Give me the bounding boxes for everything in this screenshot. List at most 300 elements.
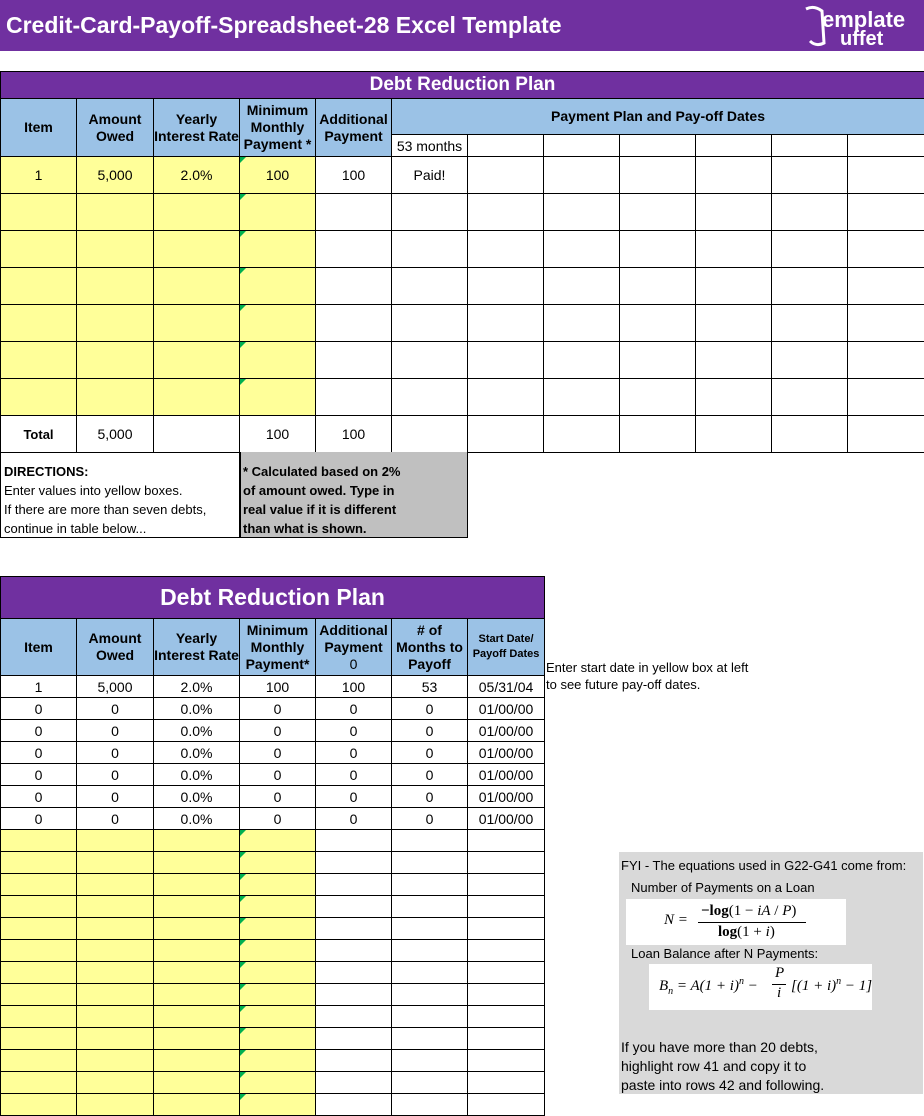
- item-cell[interactable]: [1, 379, 77, 416]
- rate-cell[interactable]: [154, 852, 240, 874]
- owed-cell[interactable]: [77, 1050, 154, 1072]
- owed-cell[interactable]: [77, 940, 154, 962]
- months-cell[interactable]: 0: [392, 786, 468, 808]
- item-cell[interactable]: 0: [1, 786, 77, 808]
- plan-cell[interactable]: [468, 268, 544, 305]
- rate-cell[interactable]: 0.0%: [154, 698, 240, 720]
- plan-cell[interactable]: [696, 231, 772, 268]
- date-cell[interactable]: 01/00/00: [468, 808, 545, 830]
- plan2-header-add-value: 0: [349, 655, 358, 672]
- owed-cell[interactable]: [77, 194, 154, 231]
- total-add: 100: [316, 416, 392, 453]
- plan1-header-owed: Amount Owed: [77, 99, 154, 157]
- plan2-header-date: Start Date/ Payoff Dates: [468, 619, 545, 676]
- plan2-row: [1, 1072, 545, 1094]
- item-cell[interactable]: [1, 1072, 77, 1094]
- owed-cell[interactable]: [77, 918, 154, 940]
- min-payment-cell[interactable]: [240, 918, 316, 940]
- plan-cell[interactable]: [468, 135, 544, 157]
- item-cell[interactable]: [1, 305, 77, 342]
- total-owed: 5,000: [77, 416, 154, 453]
- item-cell[interactable]: [1, 896, 77, 918]
- owed-cell[interactable]: [77, 342, 154, 379]
- date-cell[interactable]: 01/00/00: [468, 786, 545, 808]
- min-payment-cell[interactable]: [240, 268, 316, 305]
- plan-cell[interactable]: [696, 135, 772, 157]
- rate-cell[interactable]: [154, 1028, 240, 1050]
- plan-cell[interactable]: [696, 342, 772, 379]
- date-cell[interactable]: [468, 962, 545, 984]
- rate-cell[interactable]: [154, 874, 240, 896]
- item-cell[interactable]: [1, 194, 77, 231]
- plan-cell[interactable]: [620, 194, 696, 231]
- months-cell[interactable]: [392, 1094, 468, 1116]
- min-payment-cell[interactable]: [240, 1072, 316, 1094]
- min-payment-cell[interactable]: [240, 984, 316, 1006]
- plan-cell[interactable]: [848, 342, 924, 379]
- date-cell[interactable]: [468, 852, 545, 874]
- add-payment-cell[interactable]: [316, 1006, 392, 1028]
- date-cell[interactable]: [468, 1094, 545, 1116]
- status-cell[interactable]: Paid!: [392, 157, 468, 194]
- balance-formula: $B_n = A(1 + i)^n$ − P i $[(1 + i)^n - 1]$: [649, 964, 872, 1010]
- owed-cell[interactable]: 5,000: [77, 676, 154, 698]
- add-payment-cell[interactable]: [316, 268, 392, 305]
- plan1-header-rate: Yearly Interest Rate: [154, 99, 240, 157]
- plan-cell[interactable]: [620, 135, 696, 157]
- rate-cell[interactable]: 0.0%: [154, 786, 240, 808]
- plan-cell[interactable]: [848, 268, 924, 305]
- plan-cell[interactable]: [772, 268, 848, 305]
- add-payment-cell[interactable]: [316, 962, 392, 984]
- plan2-header-item: Item: [1, 619, 77, 676]
- owed-cell[interactable]: [77, 984, 154, 1006]
- plan2-row: [1, 918, 545, 940]
- more-line: If you have more than 20 debts,: [621, 1039, 818, 1055]
- plan-cell[interactable]: [772, 157, 848, 194]
- add-payment-cell[interactable]: [316, 1050, 392, 1072]
- plan-cell[interactable]: [468, 231, 544, 268]
- add-payment-cell[interactable]: [316, 379, 392, 416]
- item-cell[interactable]: 0: [1, 764, 77, 786]
- rate-cell[interactable]: 0.0%: [154, 742, 240, 764]
- directions-line: Enter values into yellow boxes.: [4, 483, 183, 498]
- rate-cell[interactable]: 2.0%: [154, 676, 240, 698]
- date-cell[interactable]: [468, 918, 545, 940]
- more-line: paste into rows 42 and following.: [621, 1077, 825, 1093]
- plan-cell[interactable]: [848, 305, 924, 342]
- rate-cell[interactable]: [154, 231, 240, 268]
- add-payment-cell[interactable]: [316, 1028, 392, 1050]
- calc-note-line: of amount owed. Type in: [243, 483, 395, 498]
- rate-cell[interactable]: [154, 305, 240, 342]
- plan2-row: [1, 698, 545, 720]
- plan-cell[interactable]: [620, 231, 696, 268]
- plan-cell[interactable]: [848, 194, 924, 231]
- min-payment-cell[interactable]: [240, 940, 316, 962]
- plan-cell[interactable]: [620, 305, 696, 342]
- add-payment-cell[interactable]: 100: [316, 157, 392, 194]
- rate-cell[interactable]: [154, 1094, 240, 1116]
- date-cell[interactable]: 05/31/04: [468, 676, 545, 698]
- min-payment-cell[interactable]: [240, 231, 316, 268]
- date-cell[interactable]: [468, 1072, 545, 1094]
- add-payment-cell[interactable]: [316, 194, 392, 231]
- date-cell[interactable]: [468, 896, 545, 918]
- months-cell[interactable]: 53: [392, 676, 468, 698]
- min-payment-cell[interactable]: 0: [240, 786, 316, 808]
- months-cell[interactable]: [392, 962, 468, 984]
- plan1-total-row: [1, 416, 924, 453]
- item-cell[interactable]: 1: [1, 157, 77, 194]
- total-rate: [154, 416, 240, 453]
- owed-cell[interactable]: [77, 1094, 154, 1116]
- min-payment-cell[interactable]: [240, 896, 316, 918]
- add-payment-cell[interactable]: [316, 1072, 392, 1094]
- item-cell[interactable]: [1, 874, 77, 896]
- plan-cell[interactable]: [772, 342, 848, 379]
- debt-plan-table-1: [0, 71, 924, 453]
- months-cell[interactable]: 0: [392, 720, 468, 742]
- add-payment-cell[interactable]: 0: [316, 764, 392, 786]
- total-label: Total: [1, 416, 77, 453]
- calc-note-line: real value if it is different: [243, 502, 397, 517]
- add-payment-cell[interactable]: [316, 830, 392, 852]
- item-cell[interactable]: [1, 231, 77, 268]
- date-cell[interactable]: [468, 984, 545, 1006]
- owed-cell[interactable]: [77, 896, 154, 918]
- plan1-header-item: Item: [1, 99, 77, 157]
- months-cell[interactable]: [392, 896, 468, 918]
- calc-note-line: than what is shown.: [243, 521, 367, 536]
- min-payment-cell[interactable]: [240, 342, 316, 379]
- item-cell[interactable]: 0: [1, 742, 77, 764]
- eq2-label: Loan Balance after N Payments:: [631, 946, 819, 961]
- plan2-row: [1, 940, 545, 962]
- plan-cell[interactable]: [620, 342, 696, 379]
- directions-line: continue in table below...: [4, 521, 147, 536]
- add-payment-cell[interactable]: [316, 984, 392, 1006]
- add-payment-cell[interactable]: 0: [316, 808, 392, 830]
- plan-cell[interactable]: [620, 157, 696, 194]
- months-cell[interactable]: [392, 1006, 468, 1028]
- more-line: highlight row 41 and copy it to: [621, 1058, 807, 1074]
- start-date-hint: [546, 659, 748, 693]
- plan-cell[interactable]: [772, 305, 848, 342]
- plan-cell[interactable]: [772, 416, 848, 453]
- directions-title: DIRECTIONS:: [4, 464, 89, 479]
- min-payment-cell[interactable]: 100: [240, 676, 316, 698]
- rate-cell[interactable]: [154, 268, 240, 305]
- add-payment-cell[interactable]: 0: [316, 698, 392, 720]
- owed-cell[interactable]: [77, 231, 154, 268]
- plan2-row: [1, 1028, 545, 1050]
- debt-plan-table-2: [0, 576, 545, 1116]
- plan-cell[interactable]: [696, 416, 772, 453]
- rate-cell[interactable]: [154, 918, 240, 940]
- item-cell[interactable]: [1, 342, 77, 379]
- add-payment-cell[interactable]: [316, 231, 392, 268]
- owed-cell[interactable]: [77, 1006, 154, 1028]
- plan-cell[interactable]: [468, 416, 544, 453]
- plan-cell[interactable]: [620, 268, 696, 305]
- months-cell[interactable]: 0: [392, 764, 468, 786]
- min-payment-cell[interactable]: [240, 830, 316, 852]
- rate-cell[interactable]: 2.0%: [154, 157, 240, 194]
- add-payment-cell[interactable]: [316, 342, 392, 379]
- owed-cell[interactable]: 0: [77, 720, 154, 742]
- rate-cell[interactable]: 0.0%: [154, 720, 240, 742]
- min-payment-cell[interactable]: 0: [240, 808, 316, 830]
- plan-cell[interactable]: [544, 268, 620, 305]
- plan2-row: [1, 1094, 545, 1116]
- plan-cell[interactable]: [772, 379, 848, 416]
- months-cell[interactable]: [392, 830, 468, 852]
- rate-cell[interactable]: [154, 830, 240, 852]
- months-cell[interactable]: 53 months: [392, 135, 468, 157]
- eq1-label: Number of Payments on a Loan: [631, 880, 815, 895]
- min-payment-cell[interactable]: [240, 1094, 316, 1116]
- rate-cell[interactable]: 0.0%: [154, 808, 240, 830]
- owed-cell[interactable]: 0: [77, 786, 154, 808]
- date-cell[interactable]: 01/00/00: [468, 742, 545, 764]
- add-payment-cell[interactable]: 0: [316, 786, 392, 808]
- months-cell[interactable]: 0: [392, 698, 468, 720]
- item-cell[interactable]: [1, 962, 77, 984]
- plan-cell[interactable]: [696, 379, 772, 416]
- add-payment-cell[interactable]: [316, 940, 392, 962]
- plan-cell[interactable]: [772, 135, 848, 157]
- item-cell[interactable]: [1, 940, 77, 962]
- add-payment-cell[interactable]: 100: [316, 676, 392, 698]
- months-cell[interactable]: [392, 852, 468, 874]
- rate-cell[interactable]: [154, 1072, 240, 1094]
- plan2-header-rate: Yearly Interest Rate: [154, 619, 240, 676]
- months-cell[interactable]: [392, 1050, 468, 1072]
- min-payment-cell[interactable]: [240, 874, 316, 896]
- plan-cell[interactable]: [772, 231, 848, 268]
- date-cell[interactable]: [468, 1006, 545, 1028]
- item-cell[interactable]: [1, 1028, 77, 1050]
- rate-cell[interactable]: [154, 342, 240, 379]
- template-buffet-logo: [800, 3, 920, 49]
- item-cell[interactable]: [1, 852, 77, 874]
- plan2-header-add: [316, 619, 392, 676]
- owed-cell[interactable]: [77, 1072, 154, 1094]
- plan-cell[interactable]: [468, 194, 544, 231]
- plan1-row: [1, 194, 924, 231]
- owed-cell[interactable]: [77, 379, 154, 416]
- plan-cell[interactable]: [848, 379, 924, 416]
- date-cell[interactable]: [468, 874, 545, 896]
- item-cell[interactable]: 0: [1, 720, 77, 742]
- owed-cell[interactable]: 0: [77, 808, 154, 830]
- owed-cell[interactable]: 0: [77, 764, 154, 786]
- plan-cell[interactable]: [544, 305, 620, 342]
- add-payment-cell[interactable]: [316, 874, 392, 896]
- rate-cell[interactable]: [154, 962, 240, 984]
- rate-cell[interactable]: [154, 984, 240, 1006]
- add-payment-cell[interactable]: 0: [316, 720, 392, 742]
- date-cell[interactable]: 01/00/00: [468, 720, 545, 742]
- plan1-header-add: Additional Payment: [316, 99, 392, 157]
- item-cell[interactable]: [1, 830, 77, 852]
- plan-cell[interactable]: [544, 194, 620, 231]
- owed-cell[interactable]: [77, 874, 154, 896]
- plan2-header-add-label: Additional Payment: [319, 621, 388, 655]
- min-payment-cell[interactable]: 0: [240, 720, 316, 742]
- plan-cell[interactable]: [696, 194, 772, 231]
- plan-cell[interactable]: [392, 379, 468, 416]
- plan-cell[interactable]: [544, 135, 620, 157]
- plan-cell[interactable]: [620, 416, 696, 453]
- months-cell[interactable]: [392, 984, 468, 1006]
- min-payment-cell[interactable]: [240, 379, 316, 416]
- add-payment-cell[interactable]: 0: [316, 742, 392, 764]
- plan2-header-months: # of Months to Payoff: [392, 619, 468, 676]
- plan-cell[interactable]: [696, 305, 772, 342]
- owed-cell[interactable]: [77, 830, 154, 852]
- date-cell[interactable]: 01/00/00: [468, 698, 545, 720]
- plan-cell[interactable]: [392, 416, 468, 453]
- plan-cell[interactable]: [544, 342, 620, 379]
- plan2-header-min: Minimum Monthly Payment*: [240, 619, 316, 676]
- plan-cell[interactable]: [696, 157, 772, 194]
- plan2-row: [1, 830, 545, 852]
- plan2-row: [1, 808, 545, 830]
- owed-cell[interactable]: 5,000: [77, 157, 154, 194]
- rate-cell[interactable]: [154, 379, 240, 416]
- item-cell[interactable]: [1, 1050, 77, 1072]
- fyi-title: FYI - The equations used in G22-G41 come from:: [621, 858, 907, 873]
- item-cell[interactable]: [1, 918, 77, 940]
- plan2-row: [1, 874, 545, 896]
- add-payment-cell[interactable]: [316, 918, 392, 940]
- min-payment-cell[interactable]: [240, 194, 316, 231]
- item-cell[interactable]: 1: [1, 676, 77, 698]
- min-payment-cell[interactable]: [240, 305, 316, 342]
- svg-text:uffet: uffet: [840, 28, 884, 49]
- rate-cell[interactable]: [154, 940, 240, 962]
- item-cell[interactable]: 0: [1, 808, 77, 830]
- page-title: Credit-Card-Payoff-Spreadsheet-28 Excel Template: [6, 12, 562, 38]
- add-payment-cell[interactable]: [316, 852, 392, 874]
- item-cell[interactable]: 0: [1, 698, 77, 720]
- add-payment-cell[interactable]: [316, 305, 392, 342]
- owed-cell[interactable]: [77, 305, 154, 342]
- add-payment-cell[interactable]: [316, 1094, 392, 1116]
- plan-cell[interactable]: [848, 135, 924, 157]
- add-payment-cell[interactable]: [316, 896, 392, 918]
- months-cell[interactable]: [392, 918, 468, 940]
- date-cell[interactable]: [468, 940, 545, 962]
- date-cell[interactable]: [468, 830, 545, 852]
- rate-cell[interactable]: [154, 1050, 240, 1072]
- plan1-row: [1, 268, 924, 305]
- plan-cell[interactable]: [468, 379, 544, 416]
- months-cell[interactable]: [392, 940, 468, 962]
- owed-cell[interactable]: [77, 962, 154, 984]
- rate-cell[interactable]: 0.0%: [154, 764, 240, 786]
- min-payment-cell[interactable]: [240, 852, 316, 874]
- plan-cell[interactable]: [392, 305, 468, 342]
- hint-line: to see future pay-off dates.: [546, 677, 701, 692]
- plan-cell[interactable]: [620, 379, 696, 416]
- item-cell[interactable]: [1, 268, 77, 305]
- calc-note-line: * Calculated based on 2%: [243, 464, 401, 479]
- months-cell[interactable]: 0: [392, 742, 468, 764]
- directions-line: If there are more than seven debts,: [4, 502, 207, 517]
- plan-cell[interactable]: [848, 416, 924, 453]
- item-cell[interactable]: [1, 1094, 77, 1116]
- rate-cell[interactable]: [154, 896, 240, 918]
- plan-cell[interactable]: [468, 157, 544, 194]
- owed-cell[interactable]: [77, 852, 154, 874]
- plan2-row: [1, 962, 545, 984]
- months-cell[interactable]: [392, 1072, 468, 1094]
- plan-cell[interactable]: [544, 231, 620, 268]
- plan-cell[interactable]: [468, 342, 544, 379]
- plan-cell[interactable]: [544, 416, 620, 453]
- owed-cell[interactable]: [77, 1028, 154, 1050]
- date-cell[interactable]: [468, 1028, 545, 1050]
- months-cell[interactable]: [392, 1028, 468, 1050]
- min-payment-cell[interactable]: [240, 962, 316, 984]
- payments-formula: N = −log(1 − iA / P) log(1 + i): [626, 899, 846, 945]
- plan-cell[interactable]: [468, 305, 544, 342]
- plan-cell[interactable]: [696, 268, 772, 305]
- hint-line: Enter start date in yellow box at left: [546, 660, 749, 675]
- date-cell[interactable]: 01/00/00: [468, 764, 545, 786]
- owed-cell[interactable]: 0: [77, 742, 154, 764]
- months-cell[interactable]: [392, 874, 468, 896]
- more-debts-note: [621, 1038, 824, 1095]
- plan-cell[interactable]: [392, 268, 468, 305]
- plan1-row: [1, 379, 924, 416]
- min-payment-cell[interactable]: [240, 1006, 316, 1028]
- rate-cell[interactable]: [154, 194, 240, 231]
- months-cell[interactable]: 0: [392, 808, 468, 830]
- plan-cell[interactable]: [544, 157, 620, 194]
- plan2-row: [1, 1006, 545, 1028]
- plan1-row: [1, 231, 924, 268]
- plan-cell[interactable]: [544, 379, 620, 416]
- plan-cell[interactable]: [392, 231, 468, 268]
- item-cell[interactable]: [1, 984, 77, 1006]
- plan2-row: [1, 786, 545, 808]
- plan-cell[interactable]: [772, 194, 848, 231]
- owed-cell[interactable]: [77, 268, 154, 305]
- min-payment-cell[interactable]: 0: [240, 742, 316, 764]
- item-cell[interactable]: [1, 1006, 77, 1028]
- directions-box: [0, 452, 240, 538]
- plan-cell[interactable]: [392, 342, 468, 379]
- plan-cell[interactable]: [392, 194, 468, 231]
- plan2-row: [1, 1050, 545, 1072]
- owed-cell[interactable]: 0: [77, 698, 154, 720]
- min-payment-cell[interactable]: [240, 1028, 316, 1050]
- min-payment-cell[interactable]: 0: [240, 764, 316, 786]
- plan-cell[interactable]: [848, 231, 924, 268]
- plan1-header-min: Minimum Monthly Payment *: [240, 99, 316, 157]
- date-cell[interactable]: [468, 1050, 545, 1072]
- plan-cell[interactable]: [848, 157, 924, 194]
- min-payment-cell[interactable]: 100: [240, 157, 316, 194]
- rate-cell[interactable]: [154, 1006, 240, 1028]
- total-min: 100: [240, 416, 316, 453]
- min-payment-cell[interactable]: 0: [240, 698, 316, 720]
- min-payment-cell[interactable]: [240, 1050, 316, 1072]
